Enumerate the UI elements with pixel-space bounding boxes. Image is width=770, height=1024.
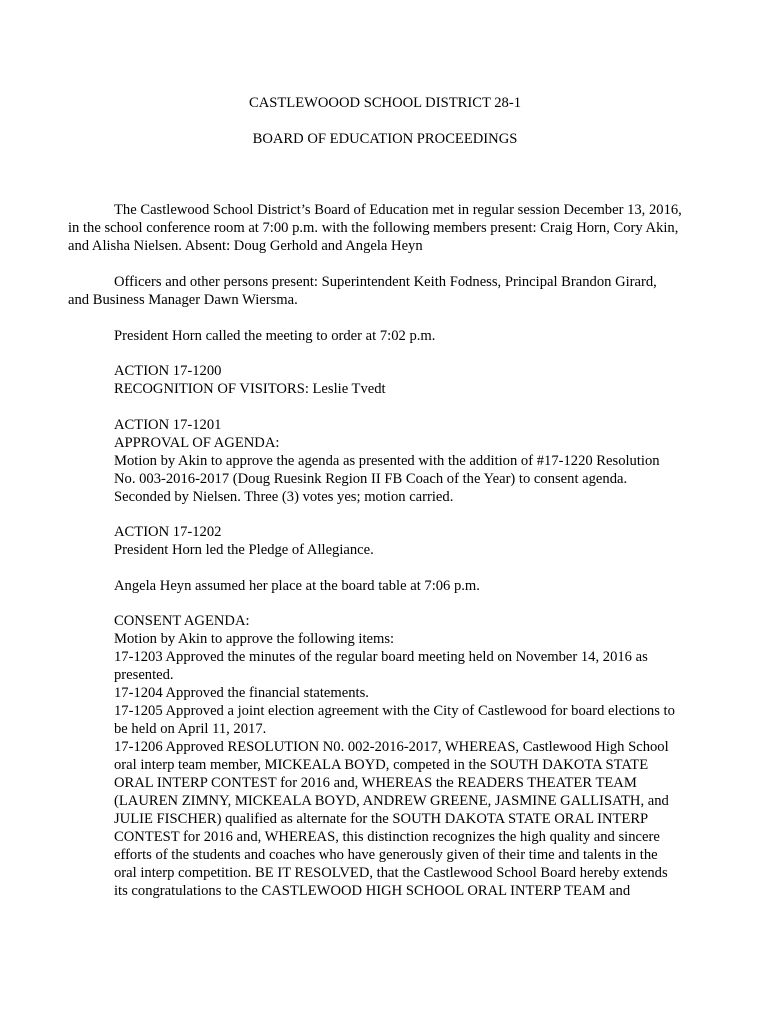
item-1206-line-8: oral interp competition. BE IT RESOLVED, that the Castlewood School Board hereby extends [114,865,668,881]
item-1206-line-2: oral interp team member, MICKEALA BOYD, competed in the SOUTH DAKOTA STATE [114,757,649,773]
item-1206-line-3: ORAL INTERP CONTEST for 2016 and, WHEREAS the READERS THEATER TEAM [114,775,637,791]
officers-line-2: and Business Manager Dawn Wiersma. [68,292,298,308]
action-1200-text: RECOGNITION OF VISITORS: Leslie Tvedt [114,381,386,397]
proceedings-title: BOARD OF EDUCATION PROCEEDINGS [252,131,518,147]
heyn-note: Angela Heyn assumed her place at the board table at 7:06 p.m. [114,578,480,594]
action-1202-number: ACTION 17-1202 [114,524,222,540]
consent-motion: Motion by Akin to approve the following items: [114,631,395,647]
action-1201-heading: APPROVAL OF AGENDA: [114,435,280,451]
item-1206-line-6: CONTEST for 2016 and, WHEREAS, this distinction recognizes the high quality and sincere [114,829,660,845]
item-1206-line-7: efforts of the students and coaches who have generously given of their time and talents in the [114,847,658,863]
intro-line-2: in the school conference room at 7:00 p.m. with the following members present: Craig Horn, Cory Akin, [68,220,679,236]
action-1201-number: ACTION 17-1201 [114,417,222,433]
action-1201-line-3: Seconded by Nielsen. Three (3) votes yes; motion carried. [114,489,454,505]
action-1200-number: ACTION 17-1200 [114,363,222,379]
item-1206-line-5: JULIE FISCHER) qualified as alternate for the SOUTH DAKOTA STATE ORAL INTERP [114,811,649,827]
intro-line-1: The Castlewood School District’s Board of Education met in regular session December 13, 2016, [114,202,682,218]
item-1206-line-9: its congratulations to the CASTLEWOOD HIGH SCHOOL ORAL INTERP TEAM and [114,883,631,899]
item-1203-line-1: 17-1203 Approved the minutes of the regular board meeting held on November 14, 2016 as [114,649,648,665]
action-1201-line-2: No. 003-2016-2017 (Doug Ruesink Region II FB Coach of the Year) to consent agenda. [114,471,628,487]
call-to-order: President Horn called the meeting to order at 7:02 p.m. [114,328,436,344]
item-1205-line-2: be held on April 11, 2017. [114,721,267,737]
action-1201-line-1: Motion by Akin to approve the agenda as presented with the addition of #17-1220 Resolution [114,453,660,469]
item-1206-line-1: 17-1206 Approved RESOLUTION N0. 002-2016-2017, WHEREAS, Castlewood High School [114,739,669,755]
district-title: CASTLEWOOOD SCHOOL DISTRICT 28-1 [248,95,521,111]
item-1204: 17-1204 Approved the financial statements. [114,685,369,701]
item-1205-line-1: 17-1205 Approved a joint election agreement with the City of Castlewood for board elections to [114,703,675,719]
action-1202-text: President Horn led the Pledge of Allegiance. [114,542,374,558]
intro-line-3: and Alisha Nielsen. Absent: Doug Gerhold and Angela Heyn [68,238,423,254]
item-1206-line-4: (LAUREN ZIMNY, MICKEALA BOYD, ANDREW GREENE, JASMINE GALLISATH, and [114,793,669,809]
officers-line-1: Officers and other persons present: Superintendent Keith Fodness, Principal Brandon Girard, [114,274,657,290]
item-1203-line-2: presented. [114,667,174,683]
consent-heading: CONSENT AGENDA: [114,613,250,629]
